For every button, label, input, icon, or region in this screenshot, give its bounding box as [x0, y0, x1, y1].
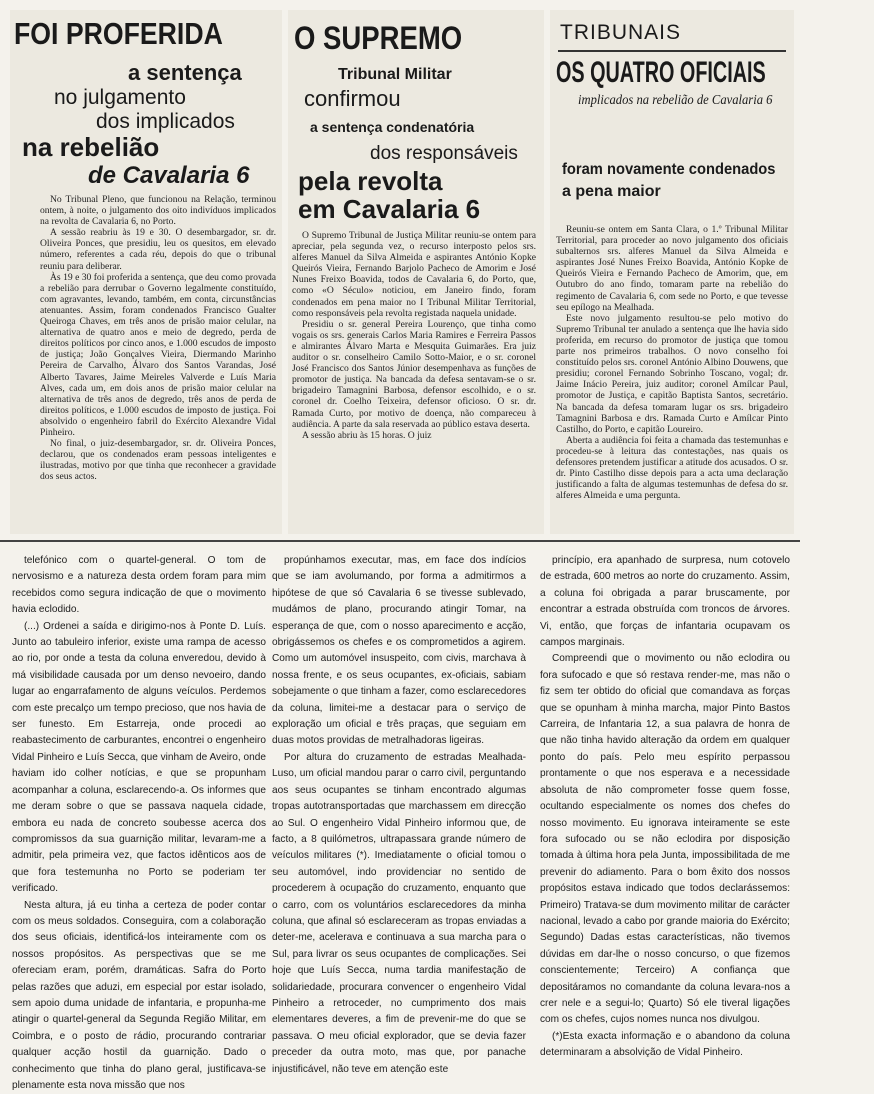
clip2-headline-3: confirmou: [304, 86, 401, 111]
clip1-paragraph: No Tribunal Pleno, que funcionou na Relação, terminou ontem, à noite, o julgamento dos oito indivíduos implicados na revolta de Cavalaria 6, no Porto.: [40, 194, 276, 228]
clip1-paragraph: Às 19 e 30 foi proferida a sentença, que deu como provada a rebelião para derrubar o Governo legalmente constituído, com agravantes, levando, também, em conta, circunstâncias atenuantes. Assim, foram condenados Francisco Gualter Queiroga Chaves, em três anos de prisão maior celular, na alternativa de quatro anos e meio de degredo, perda de direitos políticos por cinco anos, e 1.000 escudos de imposto de justiça; João Gonçalves Vieira, Diermando Marinho Pereira de Carvalho, Álvaro dos Santos Varandas, José Alberto Tavares, Jaime Meireles Valverde e Luís Maria Alves, cada um, em dois anos de prisão maior celular na alternativa de três anos de degredo, três anos de perda de direitos políticos, e 1.000 escudos de imposto de justiça. Foi absolvido o engenheiro fabril do Exército Alexandre Vidal Pinheiro.: [40, 271, 276, 438]
article-paragraph: Por altura do cruzamento de estradas Mealhada-Luso, um oficial mandou parar o carro civil, perguntando aos seus ocupantes se tinham encontrado algumas tropas autotransportadas que marchassem em direcção ao Sul. O engenheiro Vidal Pinheiro informou que, de facto, a 8 quilómetros, ultrapassara grande número de veículos militares (*). Imediatamente o oficial tomou o seu automóvel, indo providenciar no sentido de procederem à ocupação do cruzamento, enquanto que o carro, com os voluntários esclarecedores da minha coluna, que afinal só esclareceram as tropas enviadas a deter-me, acelerava e continuava a sua marcha para o Sul, para livrar os seus ocupantes de complicações. Sei hoje que Luís Secca, numa tardia manifestação de solidariedade, procurara convencer o engenheiro Vidal Pinheiro a retroceder, no cumprimento dos mais elementares deveres, a fim de prevenir-me do que se passava. O meu oficial explorador, que se devia fazer preceder da outra moto, mas que, por panache injustificável, não teve em atenção este: [272, 751, 526, 1075]
clip1-headline-5: na rebelião: [22, 132, 160, 162]
article-paragraph: Compreendi que o movimento ou não eclodira ou fora sufocado e que só restava render-me, mas não o fiz sem ter obtido do oficial que comandava as forças que se opunham à minha marcha, major Pinto Bastos Carreira, de Infantaria 12, a sua palavra de honra de que não tinha havido alteração da ordem em qualquer ponto do país. Pelo meu espírito perpassou prontamente o que nos esperava e a necessidade absoluta de não comprometer fosse quem fosse, ocultando especialmente os nomes dos chefes do nosso movimento. Eu ignorava inteiramente se este fora sufocado ou se não eclodira por disposição tomada à última hora pela Junta, impossibilitada de me prevenir do adiamento. Para o bom êxito dos nossos propósitos estava indicado que todos declarássemos: Primeiro) Tratava-se dum movimento militar de carácter nacional, levado a cabo por grande maioria do Exército; Segundo) Dadas estas características, não tivemos dúvidas em dar-lhe o nosso concurso, o que fizemos conscientemente; Terceiro) A confiança que depositáramos no comandante da coluna levara-nos a crer nele e a segui-lo; Quarto) Só ele tiveral ligações com os chefes, cujos nomes nunca nos divulgou.: [540, 653, 790, 1026]
clip1-headline-4: dos implicados: [96, 110, 235, 133]
clip2-headline-7: em Cavalaria 6: [298, 194, 481, 224]
article-paragraph: Nesta altura, já eu tinha a certeza de poder contar com os meus soldados. Conseguira, com a colaboração dos seus oficiais, identificá-los inteiramente com os nossos propósitos. As perspectivas que se me ofereciam eram, porém, dramáticas. Safra do Porto pelas razões que aduzi, em especial por estar isolado, sem apoio duma unidade de infantaria, e propunha-me atingir o quartel-general da Segunda Região Militar, em Coimbra, e o posto de rádio, procurando contrariar qualquer acção hostil da guarnição. Dado o conhecimento que tinha do plano geral, justificava-se plenamente esta nova missão que nos: [12, 899, 266, 1091]
clipping-o-supremo: [288, 10, 544, 534]
footnote: (*)Esta exacta informação e o abandono da coluna determinaram a absolvição de Vidal Pinheiro.: [540, 1030, 790, 1059]
clip1-body: [40, 194, 276, 532]
clip2-body: [292, 230, 536, 530]
clip2-headline-2: Tribunal Militar: [338, 66, 452, 83]
clip2-paragraph: O Supremo Tribunal de Justiça Militar reuniu-se ontem para apreciar, pela segunda vez, o recurso interposto pelos srs. alferes Manuel da Silva Almeida e aspirantes António Kopke Queirós Vieira, Fernando Barjolo Pacheco de Amorim e José Nunes Freixo Boavida, todos de Cavalaria 6, do Porto, que, como «O Século» noticiou, em Janeiro findo, foram condenados em pena maior no I Tribunal Militar Territorial, como responsáveis pela revolta registada naquela unidade.: [292, 230, 536, 319]
article-paragraph: propúnhamos executar, mas, em face dos indícios que se iam avolumando, por forma a admitirmos a hipótese de que só Cavalaria 6 se tivesse sublevado, mudámos de plano, procurando atingir Tomar, na esperança de que, com o nosso aparecimento e acção, obrigássemos os chefes e os comprometidos a agirem. Como um automóvel insuspeito, com civis, marchava à nossa frente, e os seus ocupantes, ex-oficiais, sabiam sobejamente o que tinham a fazer, como esclarecedores da coluna, limitei-me a destacar para o serviço de exploração um oficial e três praças, que seguiam em duas motos providas de metralhadoras ligeiras.: [272, 555, 526, 747]
clip3-headline-2: implicados na rebelião de Cavalaria 6: [578, 93, 773, 108]
clip2-headline-5: dos responsáveis: [370, 143, 518, 164]
clip2-headline-6: pela revolta: [298, 166, 443, 196]
article-paragraph: (...) Ordenei a saída e dirigimo-nos à Ponte D. Luís. Junto ao tabuleiro inferior, existe uma rampa de acesso ao rio, por onde a testa da coluna enveredou, devido à má visibilidade causada por um denso nevoeiro, dando lugar ao engarrafamento de alguns veículos. Perdemos com este precalço um tempo precioso, que nos havia de ser funesto. Em Estarreja, onde procedi ao reabastecimento de carburantes, encontrei o engenheiro Vidal Pinheiro e Luís Secca, que vinham de Aveiro, onde haviam ido colher notícias, e que se propunham acompanhar a coluna, esclarecendo-a. Os informes que me deram sobre o que se passava naquela cidade, embora eu nada de concreto soubesse acerca dos compromissos da sua guarnição militar, levaram-me a admitir, pela primeira vez, que factos idênticos aos de que fora testemunha no Porto se poderiam ter verificado.: [12, 620, 266, 895]
clip1-headline-1: FOI PROFERIDA: [14, 16, 223, 51]
clip2-headline-1: O SUPREMO: [294, 20, 463, 56]
clip1-headline-6: de Cavalaria 6: [88, 162, 250, 189]
clip2-paragraph: Presidiu o sr. general Pereira Lourenço, que tinha como vogais os srs. generais Carlos Maria Ramires e Ferreira Passos e almirantes Álvaro Marta e Mesquita Guimarães. Era juiz auditor o sr. conselheiro Camilo Sotto-Maior, e o sr. coronel José Francisco dos Santos Júnior desempenhava as funções de promotor de justiça. Na bancada da defesa sentavam-se o sr. brigadeiro Tamagnini Barbosa, defensor escolhido, e o sr. coronel dr. Coelho Teixeira, defensor oficioso. O sr. dr. Ramada Curto, por motivo de doença, não compareceu à audiência. A parte da sala reservada ao público estava deserta.: [292, 318, 536, 430]
clip3-headline-1: OS QUATRO OFICIAIS: [556, 56, 766, 89]
clip3-kicker: TRIBUNAIS: [560, 21, 682, 44]
article-column-1: [12, 553, 266, 1094]
clip3-headline-4: a pena maior: [562, 183, 661, 200]
clip1-paragraph: A sessão reabriu às 19 e 30. O desembargador, sr. dr. Oliveira Ponces, que presidiu, leu os quesitos, em elevado número, referentes a cada réu, depois do que o tribunal reuniu para deliberar.: [40, 227, 276, 272]
clip1-headline-2: a sentença: [128, 60, 242, 85]
clip2-paragraph: A sessão abriu às 15 horas. O juiz: [302, 429, 432, 441]
clip3-paragraph: Reuniu-se ontem em Santa Clara, o 1.º Tribunal Militar Territorial, para proceder ao novo julgamento dos oficiais subalternos srs. alferes Manuel da Silva Almeida e aspirantes José Nunes Freixo Boavida, António Kopke de Queirós Vieira e Fernando Pacheco de Amorim, que, em Outubro do ano findo, tomaram parte na rebelião do regimento de Cavalaria 6, com sede no Porto, e que tevesse seu epílogo na Mealhada.: [556, 224, 788, 313]
clip3-paragraph: Aberta a audiência foi feita a chamada das testemunhas e procedeu-se à leitura das contestações, nas quais os defensores pretendem justificar a atitude dos acusados. O sr. dr. Pinto Castilho disse depois para a acta uma declaração justificando a falta de algumas testemunhas de defesa do sr. alferes Almeida e uma pergunta.: [556, 434, 788, 502]
article-paragraph: princípio, era apanhado de surpresa, num cotovelo de estrada, 600 metros ao norte do cruzamento. Assim, a coluna foi obrigada a parar bruscamente, por encontrar a estrada obstruída com troncos de árvores. Vi, então, que forças de infantaria ocupavam os campos marginais.: [540, 555, 790, 649]
section-divider: [0, 540, 800, 542]
article-column-3: [540, 553, 790, 1062]
clip1-paragraph: No final, o juiz-desembargador, sr. dr. Oliveira Ponces, declarou, que os condenados eram pessoas inteligentes e ilustradas, motivo por que tinha que reconhecer a gravidade dos seus actos.: [40, 438, 276, 483]
clip3-rule: [558, 50, 786, 52]
clip3-body: [556, 224, 788, 530]
clipping-foi-proferida: [10, 10, 282, 534]
clip3-headline-3: foram novamente condenados: [562, 161, 776, 178]
clip1-headline-3: no julgamento: [54, 86, 186, 109]
clip2-headline-4: a sentença condenatória: [310, 119, 475, 135]
clipping-os-quatro-oficiais: [550, 10, 794, 534]
clip3-paragraph: Este novo julgamento resultou-se pelo motivo do Supremo Tribunal ter anulado a sentença que lhe havia sido proferida, em recurso do promotor de justiça que tomou parte nos primeiros trabalhos. O novo conselho foi constituído pelos srs. coronel António Albino Douwens, que presidiu; coronel Fernando Sobrinho Toscano, vogal; dr. Jaime Inácio Pereira, juiz auditor; coronel Amílcar Paul, promotor de Justiça, e capitão Baptista Santos, secretário. Na bancada da defesa tomaram lugar os srs. brigadeiro Tamagnini Barbosa e drs. Ramada Curto e Amílcar Pinto Castilho, do Porto, e capitão Loureiro.: [556, 312, 788, 435]
article-paragraph: telefónico com o quartel-general. O tom de nervosismo e a natureza desta ordem foram para mim recebidos como segura indicação de que o movimento havia eclodido.: [12, 555, 266, 616]
article-column-2: [272, 553, 526, 1078]
